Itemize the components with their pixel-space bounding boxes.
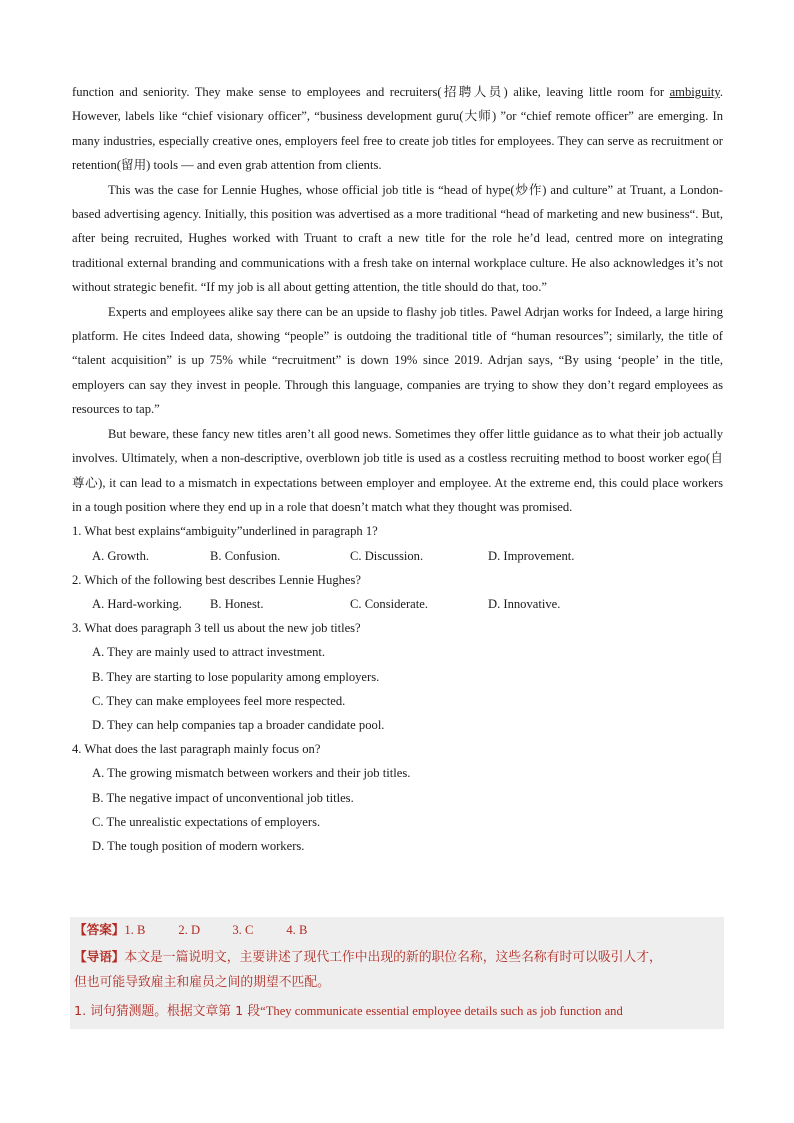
guide-line: 【导语】本文是一篇说明文，主要讲述了现代工作中出现的新的职位名称，这些名称有时可以吸引人才， 但也可能导致雇主和雇员之间的期望不匹配。 bbox=[74, 949, 662, 990]
option-a: A. Growth. bbox=[92, 548, 150, 563]
option-c: C. Discussion. bbox=[350, 548, 424, 563]
question-stem: 3. What does paragraph 3 tell us about the new job titles? bbox=[72, 621, 361, 636]
answer-4: 4. B bbox=[286, 923, 308, 937]
answer-line bbox=[74, 920, 340, 940]
answer-tag: 【答案】 bbox=[74, 922, 125, 937]
question-stem: 4. What does the last paragraph mainly focus on? bbox=[72, 742, 321, 757]
option-row bbox=[72, 544, 723, 568]
option-d: D. They can help companies tap a broader candidate pool. bbox=[92, 717, 385, 732]
option-b: B. Honest. bbox=[210, 596, 264, 611]
paragraph-2: This was the case for Lennie Hughes, whose official job title is “head of hype(炒作) and culture” at Truant, a London-based advertising agency. Initially, this position was advertised as a more traditional “head of marketing and new business“. But, after being recruited, Hughes worked with Truant to craft a new title for the role he’d lead, centred more on integrating traditional external branding and communications with a fresh take on internal workplace culture. He also acknowledges it’s not without strategic benefit. “If my job is all about getting attention, the title should do that, too.” bbox=[72, 181, 723, 295]
question-1 bbox=[72, 519, 723, 567]
answer-2: 2. D bbox=[178, 923, 201, 937]
paragraph-3: Experts and employees alike say there can be an upside to flashy job titles. Pawel Adrjan works for Indeed, a large hiring platform. He cites Indeed data, showing “people” is outdoing the traditional title of “human resources”; similarly, the title of “talent acquisition” is up 75% while “recruitment” is down 19% since 2019. Adrjan says, “By using ‘people’ in the title, employers can say they invest in people. Through this language, companies are trying to show they don’t regard employees as resources to tap.” bbox=[72, 304, 723, 417]
question-3 bbox=[72, 616, 723, 737]
question-2 bbox=[72, 568, 723, 616]
option-a: A. The growing mismatch between workers and their job titles. bbox=[92, 766, 411, 781]
option-b: B. They are starting to lose popularity among employers. bbox=[92, 669, 380, 684]
option-c: C. The unrealistic expectations of employers. bbox=[92, 814, 321, 829]
answer-1: 1. B bbox=[124, 923, 146, 937]
option-c: C. They can make employees feel more respected. bbox=[92, 693, 346, 708]
option-a: A. They are mainly used to attract investment. bbox=[92, 645, 326, 660]
underlined-word: ambiguity bbox=[669, 85, 720, 99]
question-stem: 2. Which of the following best describes Lennie Hughes? bbox=[72, 572, 361, 587]
option-row bbox=[72, 592, 723, 616]
option-b: B. The negative impact of unconventional job titles. bbox=[92, 790, 354, 805]
option-b: B. Confusion. bbox=[210, 548, 281, 563]
question-stem: 1. What best explains“ambiguity”underlined in paragraph 1? bbox=[72, 524, 378, 539]
guide-tag: 【导语】 bbox=[74, 949, 125, 964]
option-d: D. The tough position of modern workers. bbox=[92, 838, 305, 853]
option-d: D. Innovative. bbox=[488, 596, 561, 611]
answer-3: 3. C bbox=[232, 923, 254, 937]
question-4 bbox=[72, 737, 723, 858]
option-c: C. Considerate. bbox=[350, 596, 428, 611]
option-a: A. Hard-working. bbox=[92, 596, 182, 611]
option-d: D. Improvement. bbox=[488, 548, 575, 563]
paragraph-1: function and seniority. They make sense to employees and recruiters(招聘人员) alike, leaving little room for ambiguity. However, labels like “chief visionary officer”, “business development guru(大师) ”or “chief remote officer” are emerging. In many industries, especially creative ones, employers feel free to create job titles for employees. They can serve as recruitment or retention(留用) tools — and even grab attention from clients. bbox=[72, 84, 723, 173]
paragraph-4: But beware, these fancy new titles aren’t all good news. Sometimes they offer little guidance as to what their job actually involves. Ultimately, when a non-descriptive, overblown job title is used as a costless recruiting method to boost worker ego(自尊心), it can lead to a mismatch in expectations between employer and employee. At the extreme end, this could place workers in a tough position where they end up in a role that doesn’t match what they thought was promised. bbox=[72, 426, 724, 514]
article bbox=[72, 80, 723, 858]
explanation-line: 1. 词句猜测题。根据文章第 1 段“They communicate essential employee details such as job function and bbox=[74, 1004, 623, 1019]
